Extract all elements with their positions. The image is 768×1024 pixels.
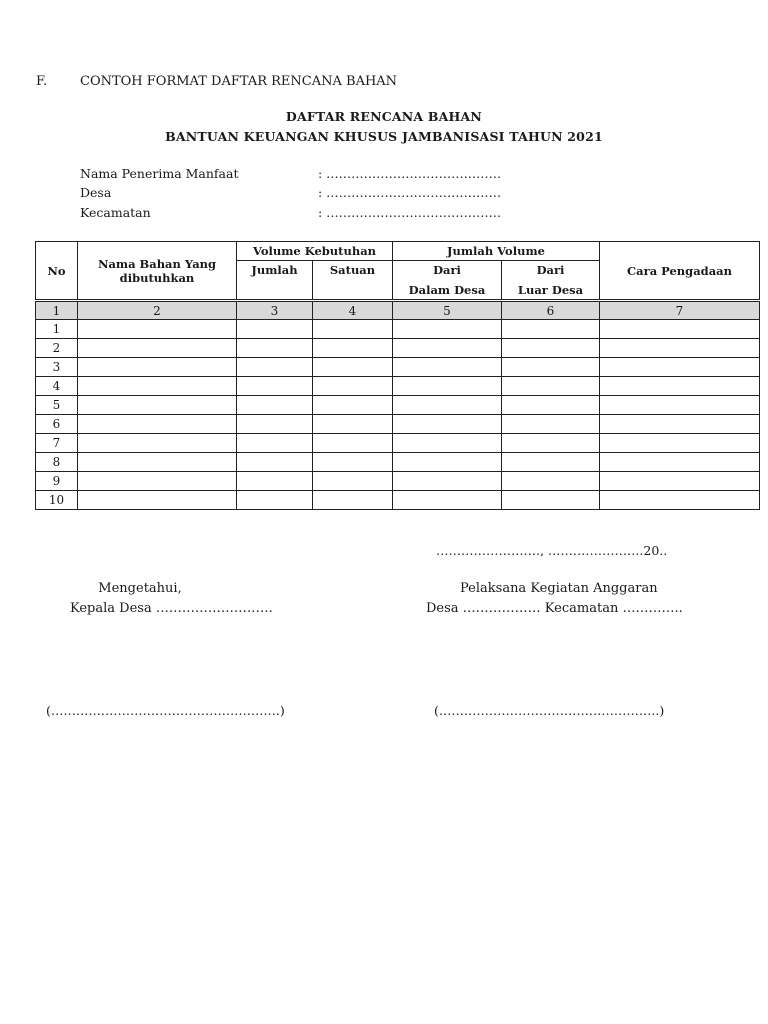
empty-cell [502,491,600,510]
empty-cell [237,453,313,472]
table-row [36,377,760,396]
header-satuan: Satuan [313,261,393,301]
column-number: 6 [502,301,600,320]
header-cara-pengadaan: Cara Pengadaan [600,242,760,301]
info-value-desa: : …………………………………… [318,185,502,200]
row-number: 8 [36,453,78,472]
right-sign-desa-kecamatan: Desa ……………… Kecamatan ………….. [426,601,683,616]
empty-cell [393,453,502,472]
header-jumlah: Jumlah [237,261,313,301]
empty-cell [78,434,237,453]
left-sign-mengetahui: Mengetahui, [98,581,182,596]
info-label-penerima: Nama Penerima Manfaat [80,166,239,181]
empty-cell [393,358,502,377]
row-number: 2 [36,339,78,358]
material-plan-table [35,241,760,510]
empty-cell [502,472,600,491]
empty-cell [600,472,760,491]
empty-cell [600,396,760,415]
table-row [36,320,760,339]
empty-cell [313,339,393,358]
header-nama-bahan: Nama Bahan Yang dibutuhkan [78,242,237,301]
table-row [36,339,760,358]
empty-cell [313,377,393,396]
empty-cell [237,358,313,377]
empty-cell [502,415,600,434]
column-number: 5 [393,301,502,320]
column-number: 4 [313,301,393,320]
empty-cell [502,396,600,415]
column-number: 2 [78,301,237,320]
section-letter: F. [36,74,48,89]
empty-cell [78,453,237,472]
row-number: 6 [36,415,78,434]
empty-cell [78,358,237,377]
document-subtitle: BANTUAN KEUANGAN KHUSUS JAMBANISASI TAHUN 2021 [165,129,603,144]
right-sign-name-line: (……………………………………………..) [434,703,665,718]
section-heading: CONTOH FORMAT DAFTAR RENCANA BAHAN [80,74,398,89]
row-number: 10 [36,491,78,510]
row-number: 9 [36,472,78,491]
empty-cell [393,415,502,434]
empty-cell [237,339,313,358]
empty-cell [78,472,237,491]
right-sign-pelaksana: Pelaksana Kegiatan Anggaran [460,581,658,596]
header-no: No [36,242,78,301]
empty-cell [393,472,502,491]
column-number: 1 [36,301,78,320]
empty-cell [502,320,600,339]
empty-cell [600,434,760,453]
empty-cell [313,396,393,415]
empty-cell [502,358,600,377]
empty-cell [313,453,393,472]
info-value-penerima: : …………………………………… [318,166,502,181]
empty-cell [237,472,313,491]
empty-cell [313,415,393,434]
empty-cell [502,453,600,472]
empty-cell [393,491,502,510]
empty-cell [237,491,313,510]
empty-cell [78,491,237,510]
table-row [36,491,760,510]
empty-cell [78,415,237,434]
column-number: 7 [600,301,760,320]
empty-cell [502,434,600,453]
empty-cell [393,434,502,453]
row-number: 7 [36,434,78,453]
empty-cell [600,491,760,510]
empty-cell [600,358,760,377]
column-number: 3 [237,301,313,320]
empty-cell [313,320,393,339]
header-volume-kebutuhan: Volume Kebutuhan [237,242,393,261]
table-row [36,434,760,453]
empty-cell [600,453,760,472]
row-number: 4 [36,377,78,396]
empty-cell [600,415,760,434]
left-sign-name-line: (……………………………………………….) [46,703,285,718]
row-number: 3 [36,358,78,377]
empty-cell [600,339,760,358]
empty-cell [237,377,313,396]
empty-cell [237,320,313,339]
empty-cell [237,396,313,415]
empty-cell [393,396,502,415]
column-number-row [36,301,760,320]
empty-cell [78,377,237,396]
table-row [36,396,760,415]
info-label-desa: Desa [80,185,112,200]
empty-cell [237,434,313,453]
empty-cell [393,320,502,339]
row-number: 5 [36,396,78,415]
date-line: ……………………., …………………..20.. [436,543,668,558]
empty-cell [78,339,237,358]
table-row [36,415,760,434]
header-jumlah-volume: Jumlah Volume [393,242,600,261]
info-value-kecamatan: : …………………………………… [318,205,502,220]
empty-cell [393,377,502,396]
header-dari-dalam-desa: Dari Dalam Desa [393,261,502,301]
header-dari-luar-desa: Dari Luar Desa [502,261,600,301]
table-body [36,320,760,510]
empty-cell [313,491,393,510]
table-row [36,472,760,491]
empty-cell [600,320,760,339]
table-row [36,358,760,377]
empty-cell [313,358,393,377]
empty-cell [502,339,600,358]
left-sign-kepala-desa: Kepala Desa ……………………… [70,601,273,616]
row-number: 1 [36,320,78,339]
document-title: DAFTAR RENCANA BAHAN [285,109,483,124]
info-label-kecamatan: Kecamatan [80,205,151,220]
empty-cell [502,377,600,396]
empty-cell [393,339,502,358]
empty-cell [78,396,237,415]
empty-cell [313,472,393,491]
table-row [36,453,760,472]
empty-cell [78,320,237,339]
empty-cell [313,434,393,453]
empty-cell [237,415,313,434]
empty-cell [600,377,760,396]
